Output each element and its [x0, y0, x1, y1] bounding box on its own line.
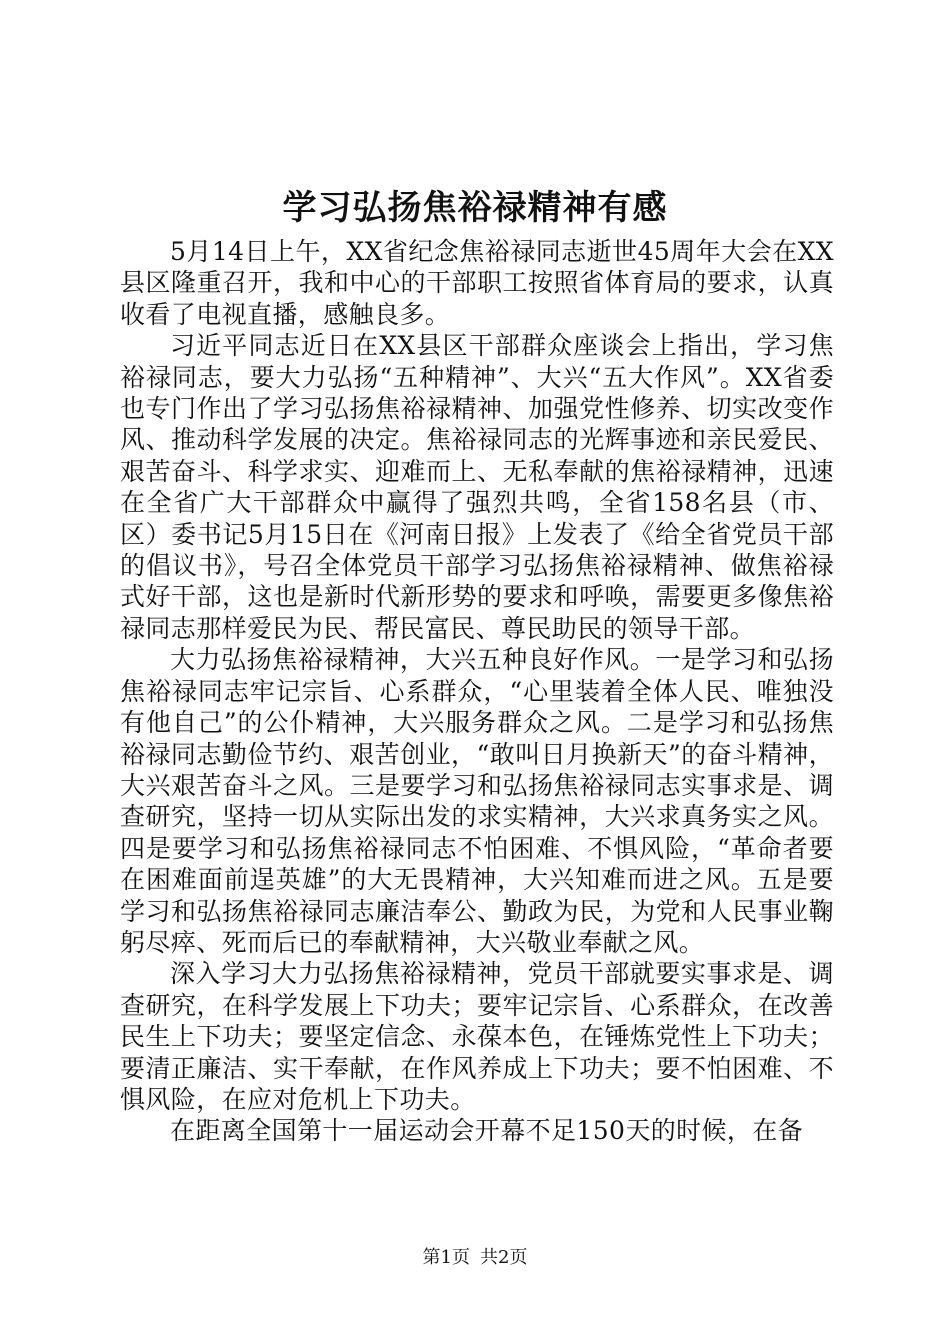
page-footer: [0, 1246, 950, 1270]
paragraph-4: 深入学习大力弘扬焦裕禄精神，党员干部就要实事求是、调查研究，在科学发展上下功夫；要牢记宗旨、心系群众，在改善民生上下功夫；要坚定信念、永葆本色，在锤炼党性上下功夫；要清正廉洁、实干奉献，在作风养成上下功夫；要不怕困难、不惧风险，在应对危机上下功夫。: [120, 959, 834, 1114]
page-number: 第1页: [422, 1247, 470, 1268]
paragraph-1: 5月14日上午，XX省纪念焦裕禄同志逝世45周年大会在XX县区隆重召开，我和中心的干部职工按照省体育局的要求，认真收看了电视直播，感触良多。: [120, 237, 834, 329]
document-title: 学习弘扬焦裕禄精神有感: [282, 188, 668, 228]
page-total: 共2页: [480, 1247, 528, 1268]
paragraph-2: 习近平同志近日在XX县区干部群众座谈会上指出，学习焦裕禄同志，要大力弘扬“五种精神”、大兴“五大作风”。XX省委也专门作出了学习弘扬焦裕禄精神、加强党性修养、切实改变作风、推动科学发展的决定。焦裕禄同志的光辉事迹和亲民爱民、艰苦奋斗、科学求实、迎难而上、无私奉献的焦裕禄精神，迅速在全省广大干部群众中赢得了强烈共鸣，全省158名县（市、区）委书记5月15日在《河南日报》上发表了《给全省党员干部的倡议书》，号召全体党员干部学习弘扬焦裕禄精神、做焦裕禄式好干部，这也是新时代新形势的要求和呼唤，需要更多像焦裕禄同志那样爱民为民、帮民富民、尊民助民的领导干部。: [120, 331, 834, 643]
paragraph-3: 大力弘扬焦裕禄精神，大兴五种良好作风。一是学习和弘扬焦裕禄同志牢记宗旨、心系群众，“心里装着全体人民、唯独没有他自己”的公仆精神，大兴服务群众之风。二是学习和弘扬焦裕禄同志勤俭节约、艰苦创业，“敢叫日月换新天”的奋斗精神，大兴艰苦奋斗之风。三是要学习和弘扬焦裕禄同志实事求是、调查研究，坚持一切从实际出发的求实精神，大兴求真务实之风。四是要学习和弘扬焦裕禄同志不怕困难、不惧风险，“革命者要在困难面前逞英雄”的大无畏精神，大兴知难而进之风。五是要学习和弘扬焦裕禄同志廉洁奉公、勤政为民，为党和人民事业鞠躬尽瘁、死而后已的奉献精神，大兴敬业奉献之风。: [120, 645, 834, 957]
document-body: [120, 236, 834, 1147]
paragraph-5: 在距离全国第十一届运动会开幕不足150天的时候，在备: [170, 1116, 804, 1146]
